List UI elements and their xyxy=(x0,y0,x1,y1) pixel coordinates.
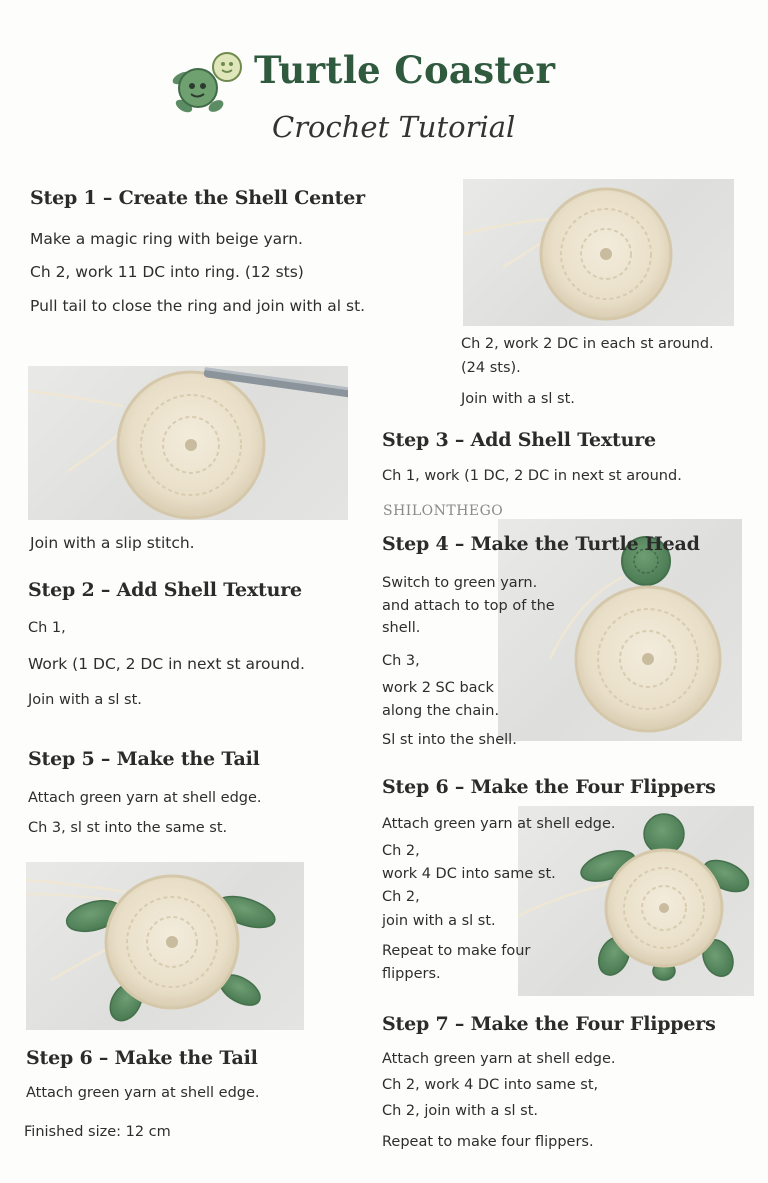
step-6-line-7: flippers. xyxy=(382,966,441,982)
photo-four-flippers xyxy=(518,806,754,996)
step-7-line-2: Ch 2, work 4 DC into same st, xyxy=(382,1077,599,1093)
round-2-line-1: Ch 2, work 2 DC in each st around. xyxy=(461,336,714,352)
step-6-line-5: join with a sl st. xyxy=(382,913,496,929)
step-2-line-1: Ch 1, xyxy=(28,620,66,636)
logo xyxy=(166,48,246,124)
step-5-line-1: Attach green yarn at shell edge. xyxy=(28,790,262,806)
step-6-line-2: Ch 2, xyxy=(382,843,420,859)
step-7-line-4: Repeat to make four flippers. xyxy=(382,1134,594,1150)
step-4-line-7: Sl st into the shell. xyxy=(382,732,517,748)
step-4-line-1: Switch to green yarn. xyxy=(382,575,538,591)
step-2-line-3: Join with a sl st. xyxy=(28,692,142,708)
step-1-heading: Step 1 – Create the Shell Center xyxy=(30,187,365,209)
step-7-line-3: Ch 2, join with a sl st. xyxy=(382,1103,539,1119)
round-2-line-2: (24 sts). xyxy=(461,360,521,376)
step-6-line-6: Repeat to make four xyxy=(382,943,531,959)
step-4-line-3: shell. xyxy=(382,620,421,636)
step-4-line-4: Ch 3, xyxy=(382,653,420,669)
step-6-line-4: Ch 2, xyxy=(382,889,420,905)
step-5-heading: Step 5 – Make the Tail xyxy=(28,748,260,770)
step-5-line-2: Ch 3, sl st into the same st. xyxy=(28,820,228,836)
step-6-heading: Step 6 – Make the Four Flippers xyxy=(382,776,716,798)
photo-shell-center xyxy=(463,179,734,326)
step-6-line-3: work 4 DC into same st. xyxy=(382,866,556,882)
finished-size: Finished size: 12 cm xyxy=(24,1124,171,1140)
step-2-heading: Step 2 – Add Shell Texture xyxy=(28,579,302,601)
step-4-line-2: and attach to top of the xyxy=(382,598,555,614)
step-6-tail-heading: Step 6 – Make the Tail xyxy=(26,1047,258,1069)
photo-slip-stitch xyxy=(28,366,348,520)
turtle-icon xyxy=(166,48,246,124)
step-1-line-2: Ch 2, work 11 DC into ring. (12 sts) xyxy=(30,263,304,281)
step-3-line-1: Ch 1, work (1 DC, 2 DC in next st around. xyxy=(382,468,682,484)
step-7-line-1: Attach green yarn at shell edge. xyxy=(382,1051,616,1067)
step-6-tail-line-1: Attach green yarn at shell edge. xyxy=(26,1085,260,1101)
photo-tail xyxy=(26,862,304,1030)
step-3-heading: Step 3 – Add Shell Texture xyxy=(382,429,656,451)
step-7-heading: Step 7 – Make the Four Flippers xyxy=(382,1013,716,1035)
step-2-line-2: Work (1 DC, 2 DC in next st around. xyxy=(28,655,305,673)
step-6-line-1: Attach green yarn at shell edge. xyxy=(382,816,616,832)
step-1-line-3: Pull tail to close the ring and join with al st. xyxy=(30,297,366,315)
page-subtitle: Crochet Tutorial xyxy=(272,110,516,144)
step-4-heading: Step 4 – Make the Turtle Head xyxy=(382,533,700,555)
round-2-line-3: Join with a sl st. xyxy=(461,391,575,407)
watermark: SHILONTHEGO xyxy=(383,503,504,519)
step-4-line-6: along the chain. xyxy=(382,703,500,719)
step-4-line-5: work 2 SC back xyxy=(382,680,494,696)
step-1-line-1: Make a magic ring with beige yarn. xyxy=(30,230,303,248)
page-title: Turtle Coaster xyxy=(254,48,556,92)
slip-stitch-caption: Join with a slip stitch. xyxy=(30,534,195,552)
